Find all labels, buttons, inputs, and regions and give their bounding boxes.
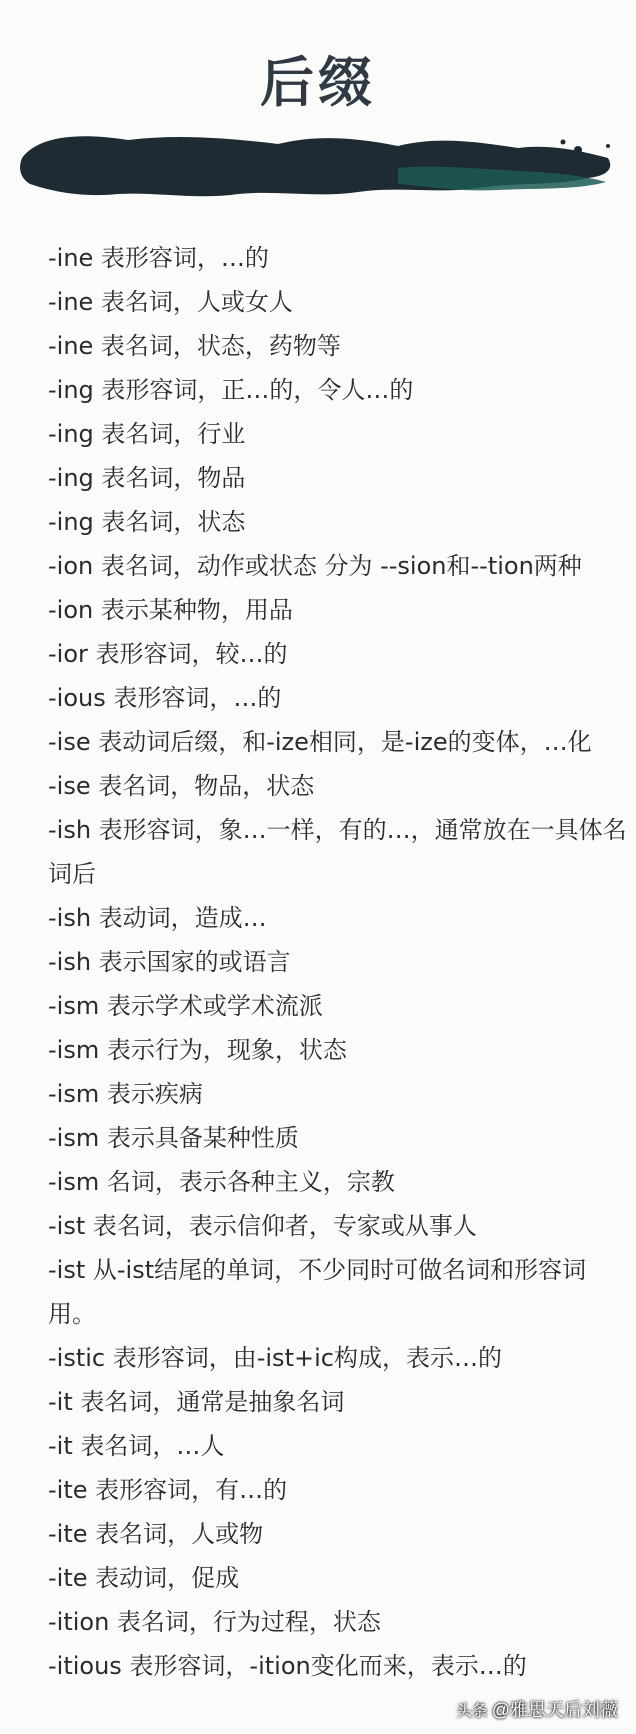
suffix-entry: -it 表名词，通常是抽象名词 <box>48 1388 345 1416</box>
suffix-entry: -ion 表示某种物，用品 <box>48 596 293 624</box>
suffix-entry: -ist 从-ist结尾的单词，不少同时可做名词和形容词用。 <box>48 1256 587 1328</box>
suffix-entry: -ism 表示学术或学术流派 <box>48 992 323 1020</box>
suffix-entry: -ious 表形容词，…的 <box>48 684 282 712</box>
suffix-entry: -ing 表名词，状态 <box>48 508 246 536</box>
watermark-handle: @雅思天后刘薇 <box>491 1700 618 1720</box>
suffix-entry: -ise 表名词，物品，状态 <box>48 772 315 800</box>
suffix-entry: -ion 表名词，动作或状态 分为 --sion和--tion两种 <box>48 552 582 580</box>
suffix-entry: -ism 表示疾病 <box>48 1080 203 1108</box>
suffix-entry: -ing 表名词，物品 <box>48 464 246 492</box>
suffix-entry: -ish 表形容词，象…一样，有的…，通常放在一具体名词后 <box>48 816 627 888</box>
suffix-entry: -ior 表形容词，较…的 <box>48 640 288 668</box>
suffix-list <box>48 236 628 1688</box>
ink-brush-stroke <box>18 128 618 206</box>
suffix-entry: -ism 名词，表示各种主义，宗教 <box>48 1168 395 1196</box>
suffix-entry: -ise 表动词后缀，和-ize相同，是-ize的变体，…化 <box>48 728 592 756</box>
suffix-entry: -ite 表动词，促成 <box>48 1564 240 1592</box>
suffix-entry: -it 表名词，…人 <box>48 1432 225 1460</box>
suffix-entry: -itious 表形容词，-ition变化而来，表示…的 <box>48 1652 527 1680</box>
suffix-entry: -ish 表示国家的或语言 <box>48 948 291 976</box>
watermark-logo: 头条 <box>455 1702 488 1720</box>
suffix-entry: -ine 表形容词，…的 <box>48 244 269 272</box>
watermark <box>456 1696 618 1722</box>
suffix-entry: -istic 表形容词，由-ist+ic构成，表示…的 <box>48 1344 502 1372</box>
suffix-entry: -ing 表形容词，正…的，令人…的 <box>48 376 414 404</box>
suffix-entry: -ism 表示行为，现象，状态 <box>48 1036 347 1064</box>
suffix-entry: -ine 表名词，状态，药物等 <box>48 332 341 360</box>
suffix-entry: -ine 表名词，人或女人 <box>48 288 293 316</box>
suffix-entry: -ist 表名词，表示信仰者，专家或从事人 <box>48 1212 477 1240</box>
suffix-entry: -ite 表形容词，有…的 <box>48 1476 288 1504</box>
suffix-entry: -ish 表动词，造成… <box>48 904 267 932</box>
page-title: 后缀 <box>260 51 376 114</box>
suffix-entry: -ing 表名词，行业 <box>48 420 246 448</box>
suffix-entry: -ition 表名词，行为过程，状态 <box>48 1608 381 1636</box>
suffix-entry: -ite 表名词，人或物 <box>48 1520 264 1548</box>
suffix-entry: -ism 表示具备某种性质 <box>48 1124 299 1152</box>
